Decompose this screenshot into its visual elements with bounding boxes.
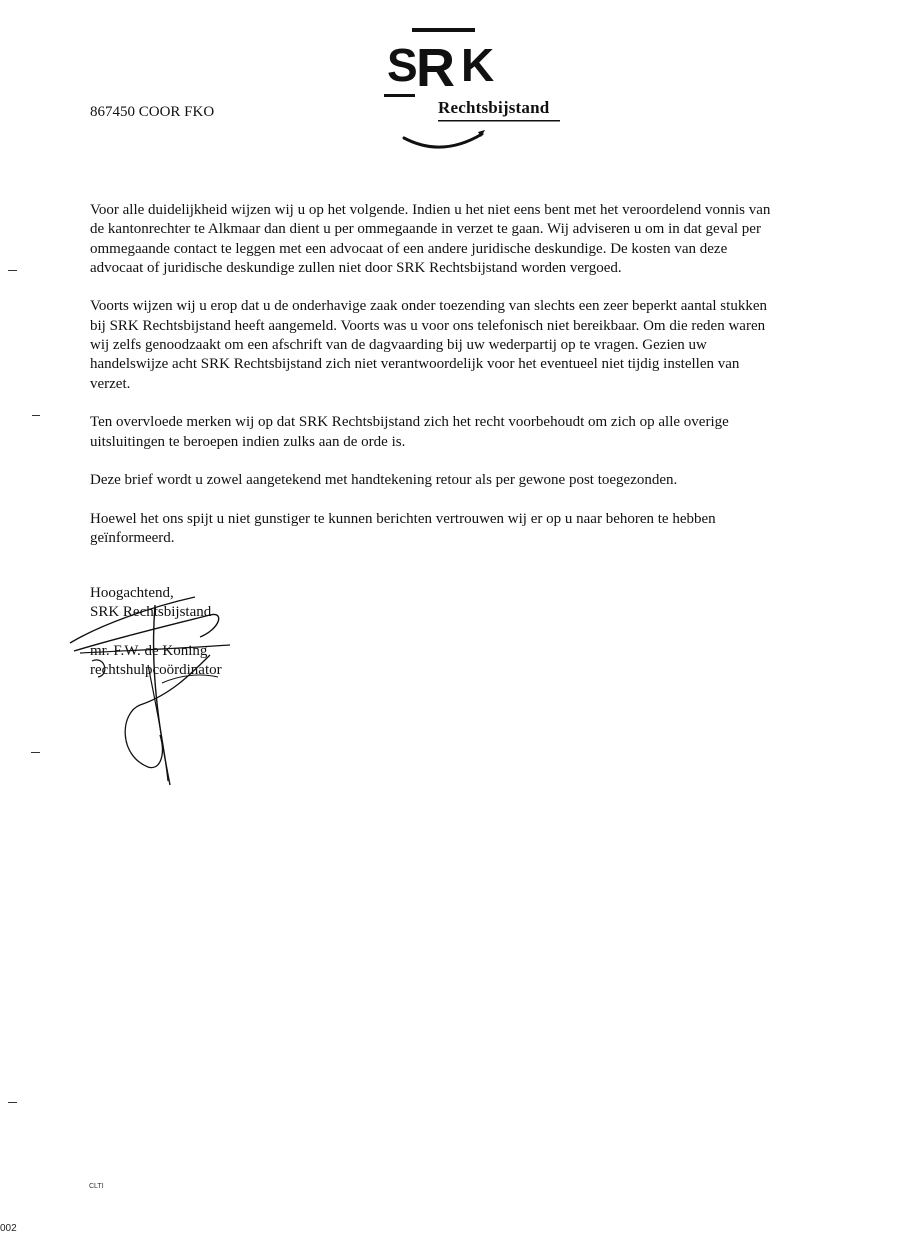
srk-logo-mark bbox=[382, 20, 572, 160]
signatory-name: mr. F.W. de Koning bbox=[90, 642, 208, 659]
svg-text:R: R bbox=[416, 38, 455, 98]
signatory-title: rechtshulpcoördinator bbox=[90, 662, 222, 679]
paragraph: Deze brief wordt u zowel aangetekend met handtekening retour als per gewone post toegezonden. bbox=[90, 472, 678, 489]
margin-mark bbox=[8, 1102, 17, 1103]
paragraph: Voorts wijzen wij u erop dat u de onderhavige zaak onder toezending van slechts een zeer beperkt aantal stukken bij SRK Rechtsbijstand heeft aangemeld. Voorts was u voor ons telefonisch niet bereikbaar. Om die reden waren wij zelfs genoodzaakt om een afschrift van de dagvaarding bij uw wederpartij op te vragen. Gezien uw handelswijze acht SRK Rechtsbijstand zich niet verantwoordelijk voor het eventueel niet tijdig instellen van verzet. bbox=[90, 298, 767, 392]
letter-body bbox=[90, 201, 780, 568]
margin-mark bbox=[32, 415, 40, 416]
footer-code: CLTI bbox=[89, 1183, 104, 1190]
signature-gap bbox=[90, 623, 222, 642]
svg-text:S: S bbox=[387, 39, 418, 91]
closing-block bbox=[90, 584, 222, 680]
margin-mark bbox=[8, 270, 17, 271]
margin-mark bbox=[31, 752, 40, 753]
reference-number: 867450 COOR FKO bbox=[90, 104, 215, 120]
svg-text:K: K bbox=[461, 39, 495, 91]
paragraph: Ten overvloede merken wij op dat SRK Rechtsbijstand zich het recht voorbehoudt om zich op alle overige uitsluitingen te beroepen indien zulks aan de orde is. bbox=[90, 414, 729, 450]
logo-subtitle: Rechtsbijstand bbox=[438, 98, 550, 117]
paragraph: Voor alle duidelijkheid wijzen wij u op het volgende. Indien u het niet eens bent met het veroordelend vonnis van de kantonrechter te Alkmaar dan dient u per ommegaande in verzet te gaan. Wij adviseren u om in dat geval per ommegaande contact te leggen met een advocaat of een andere juridische deskundige. De kosten van deze advocaat of juridische deskundige zullen niet door SRK Rechtsbijstand worden vergoed. bbox=[90, 202, 771, 276]
company-name: SRK Rechtsbijstand bbox=[90, 604, 212, 621]
paragraph: Hoewel het ons spijt u niet gunstiger te kunnen berichten vertrouwen wij er op u naar behoren te hebben geïnformeerd. bbox=[90, 510, 716, 547]
srk-logo bbox=[382, 20, 572, 160]
page-number: 002 bbox=[0, 1223, 17, 1234]
salutation: Hoogachtend, bbox=[90, 585, 174, 601]
